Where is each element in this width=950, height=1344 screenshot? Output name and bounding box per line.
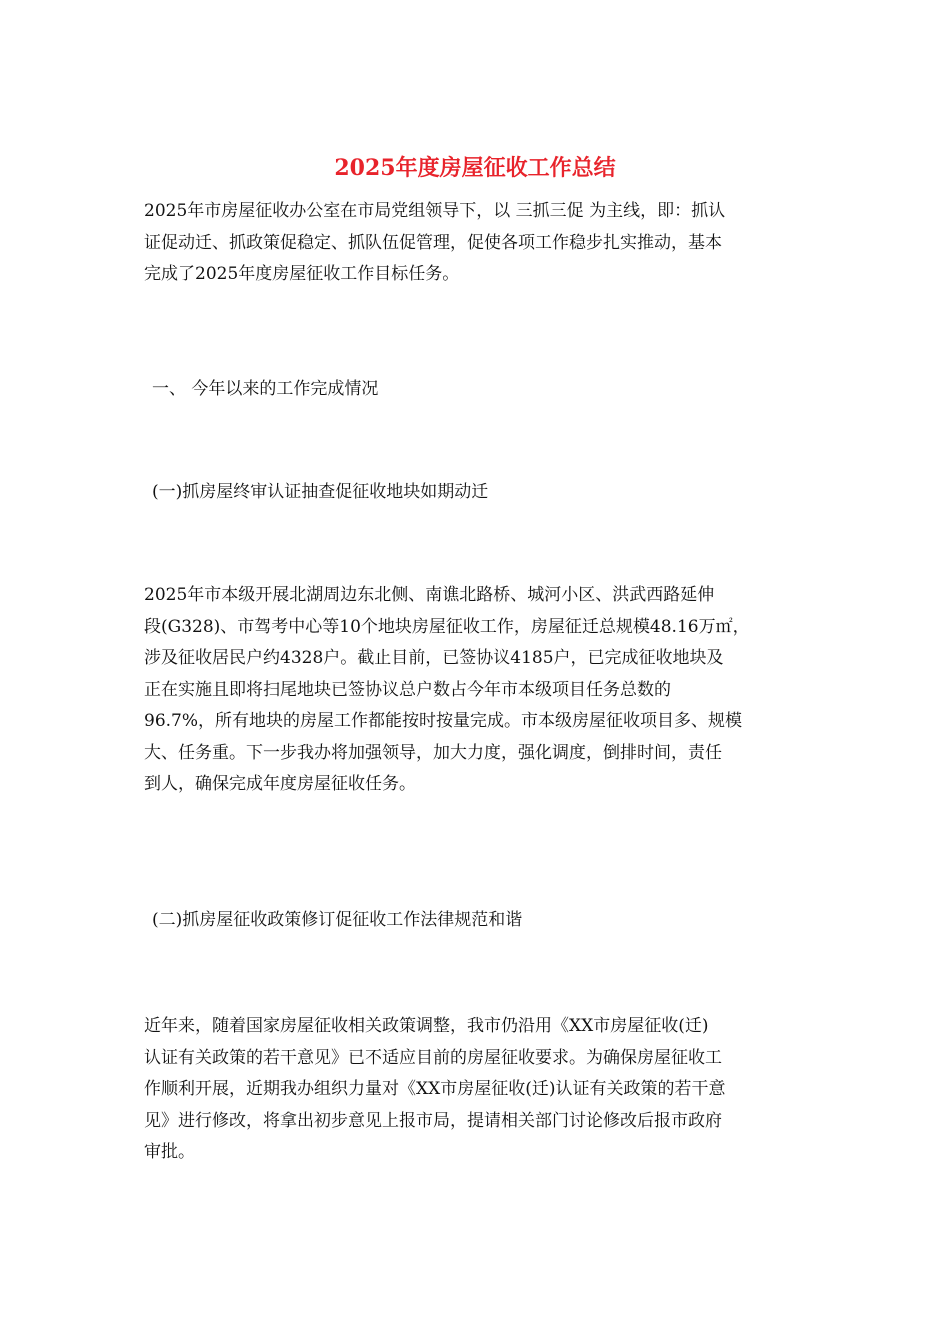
paragraph-line: 96.7%，所有地块的房屋工作都能按时按量完成。市本级房屋征收项目多、规模 [144, 711, 743, 731]
paragraph-line: 近年来，随着国家房屋征收相关政策调整，我市仍沿用《XX市房屋征收(迁) [144, 1016, 709, 1036]
subsection-2-paragraph [144, 1011, 814, 1169]
document-title: 2025年度房屋征收工作总结 [334, 155, 616, 181]
paragraph-line: 2025年市本级开展北湖周边东北侧、南谯北路桥、城河小区、洪武西路延伸 [144, 585, 715, 605]
paragraph-line: 认证有关政策的若干意见》已不适应目前的房屋征收要求。为确保房屋征收工 [144, 1047, 722, 1068]
paragraph-line: 段(G328)、市驾考中心等10个地块房屋征收工作，房屋征迁总规模48.16万㎡， [144, 616, 750, 637]
paragraph-line: 完成了2025年度房屋征收工作目标任务。 [144, 264, 460, 284]
paragraph-line: 大、任务重。下一步我办将加强领导，加大力度，强化调度，倒排时间，责任 [144, 742, 722, 763]
paragraph-line: 涉及征收居民户约4328户。截止目前，已签协议4185户，已完成征收地块及 [144, 648, 724, 668]
paragraph-line: 2025年市房屋征收办公室在市局党组领导下，以 三抓三促 为主线，即：抓认 [144, 201, 726, 221]
intro-paragraph [144, 196, 814, 291]
subsection-heading-2: (二)抓房屋征收政策修订促征收工作法律规范和谐 [152, 910, 523, 930]
paragraph-line: 证促动迁、抓政策促稳定、抓队伍促管理，促使各项工作稳步扎实推动，基本 [144, 232, 722, 253]
paragraph-line: 正在实施且即将扫尾地块已签协议总户数占今年市本级项目任务总数的 [144, 679, 671, 700]
paragraph-line: 见》进行修改，将拿出初步意见上报市局，提请相关部门讨论修改后报市政府 [144, 1110, 722, 1131]
subsection-1-paragraph [144, 580, 814, 801]
subsection-heading-1: (一)抓房屋终审认证抽查促征收地块如期动迁 [152, 482, 489, 502]
paragraph-line: 到人，确保完成年度房屋征收任务。 [144, 774, 416, 794]
paragraph-line: 审批。 [144, 1142, 195, 1162]
section-heading-1: 一、 今年以来的工作完成情况 [152, 379, 379, 399]
paragraph-line: 作顺利开展，近期我办组织力量对《XX市房屋征收(迁)认证有关政策的若干意 [144, 1079, 726, 1099]
